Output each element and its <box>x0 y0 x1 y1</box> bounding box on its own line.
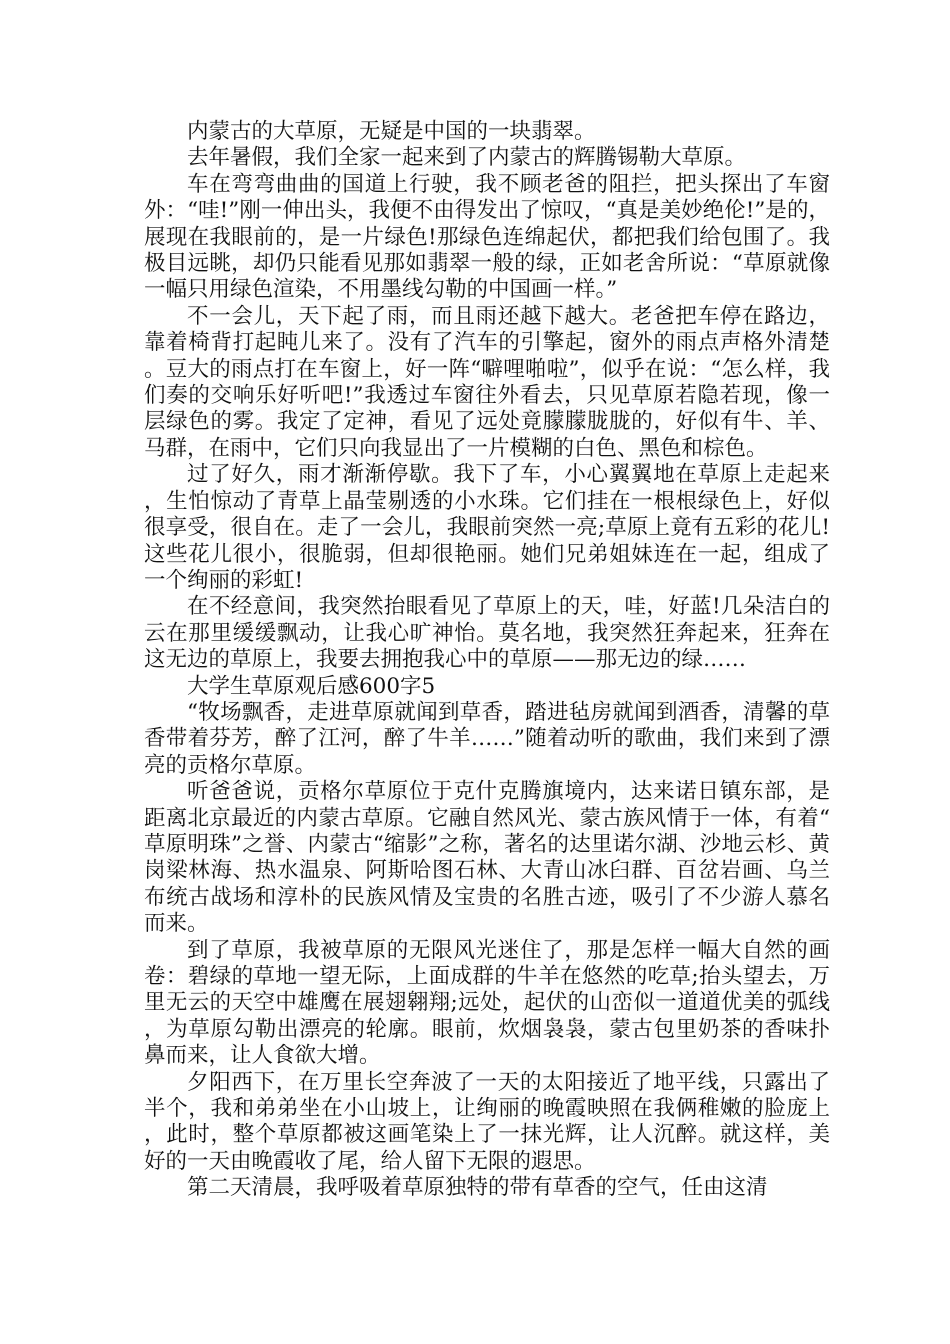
paragraph: 不一会儿，天下起了雨，而且雨还越下越大。老爸把车停在路边，靠着椅背打起盹儿来了。没有了汽车的引擎起，窗外的雨点声格外清楚。豆大的雨点打在车窗上，好一阵“噼哩啪啦”，似乎在说：“怎么样，我们奏的交响乐好听吧!”我透过车窗往外看去，只见草原若隐若现，像一层绿色的雾。我定了定神，看见了远处竟朦朦胧胧的，好似有牛、羊、马群，在雨中，它们只向我显出了一片模糊的白色、黑色和棕色。 <box>144 303 830 461</box>
paragraph: 第二天清晨，我呼吸着草原独特的带有草香的空气，任由这清 <box>187 1175 768 1201</box>
paragraph: “牧场飘香，走进草原就闻到草香，踏进毡房就闻到酒香，清馨的草香带着芬芳，醉了江河，醉了牛羊……”随着动听的歌曲，我们来到了漂亮的贡格尔草原。 <box>144 699 830 778</box>
paragraph: 到了草原，我被草原的无限风光迷住了，那是怎样一幅大自然的画卷：碧绿的草地一望无际，上面成群的牛羊在悠然的吃草;抬头望去，万里无云的天空中雄鹰在展翅翱翔;远处，起伏的山峦似一道道优美的弧线，为草原勾勒出漂亮的轮廓。眼前，炊烟袅袅，蒙古包里奶茶的香味扑鼻而来，让人食欲大增。 <box>144 937 830 1069</box>
paragraph: 听爸爸说，贡格尔草原位于克什克腾旗境内，达来诺日镇东部，是距离北京最近的内蒙古草原。它融自然风光、蒙古族风情于一体，有着“草原明珠”之誉、内蒙古“缩影”之称，著名的达里诺尔湖、沙地云杉、黄岗梁林海、热水温泉、阿斯哈图石林、大青山冰臼群、百岔岩画、乌兰布统古战场和淳朴的民族风情及宝贵的名胜古迹，吸引了不少游人慕名而来。 <box>144 779 830 937</box>
paragraph: 过了好久，雨才渐渐停歇。我下了车，小心翼翼地在草原上走起来，生怕惊动了青草上晶莹剔透的小水珠。它们挂在一根根绿色上，好似很享受，很自在。走了一会儿，我眼前突然一亮;草原上竟有五彩的花儿!这些花儿很小，很脆弱，但却很艳丽。她们兄弟姐妹连在一起，组成了一个绚丽的彩虹! <box>144 462 830 593</box>
section-heading: 大学生草原观后感600字5 <box>187 673 436 699</box>
paragraph: 去年暑假，我们全家一起来到了内蒙古的辉腾锡勒大草原。 <box>187 145 747 171</box>
paragraph: 车在弯弯曲曲的国道上行驶，我不顾老爸的阻拦，把头探出了车窗外：“哇!”刚一伸出头，我便不由得发出了惊叹，“真是美妙绝伦!”是的，展现在我眼前的，是一片绿色!那绿色连绵起伏，都把我们给包围了。我极目远眺，却仍只能看见那如翡翠一般的绿，正如老舍所说：“草原就像一幅只用绿色渲染，不用墨线勾勒的中国画一样。” <box>144 171 830 303</box>
document-body <box>144 119 830 1202</box>
paragraph: 内蒙古的大草原，无疑是中国的一块翡翠。 <box>187 119 596 144</box>
paragraph: 夕阳西下，在万里长空奔波了一天的太阳接近了地平线，只露出了半个，我和弟弟坐在小山坡上，让绚丽的晚霞映照在我俩稚嫩的脸庞上，此时，整个草原都被这画笔染上了一抹光辉，让人沉醉。就这样，美好的一天由晚霞收了尾，给人留下无限的遐思。 <box>144 1069 830 1174</box>
paragraph: 在不经意间，我突然抬眼看见了草原上的天，哇，好蓝!几朵洁白的云在那里缓缓飘动，让我心旷神怡。莫名地，我突然狂奔起来，狂奔在这无边的草原上，我要去拥抱我心中的草原——那无边的绿…… <box>144 594 830 673</box>
